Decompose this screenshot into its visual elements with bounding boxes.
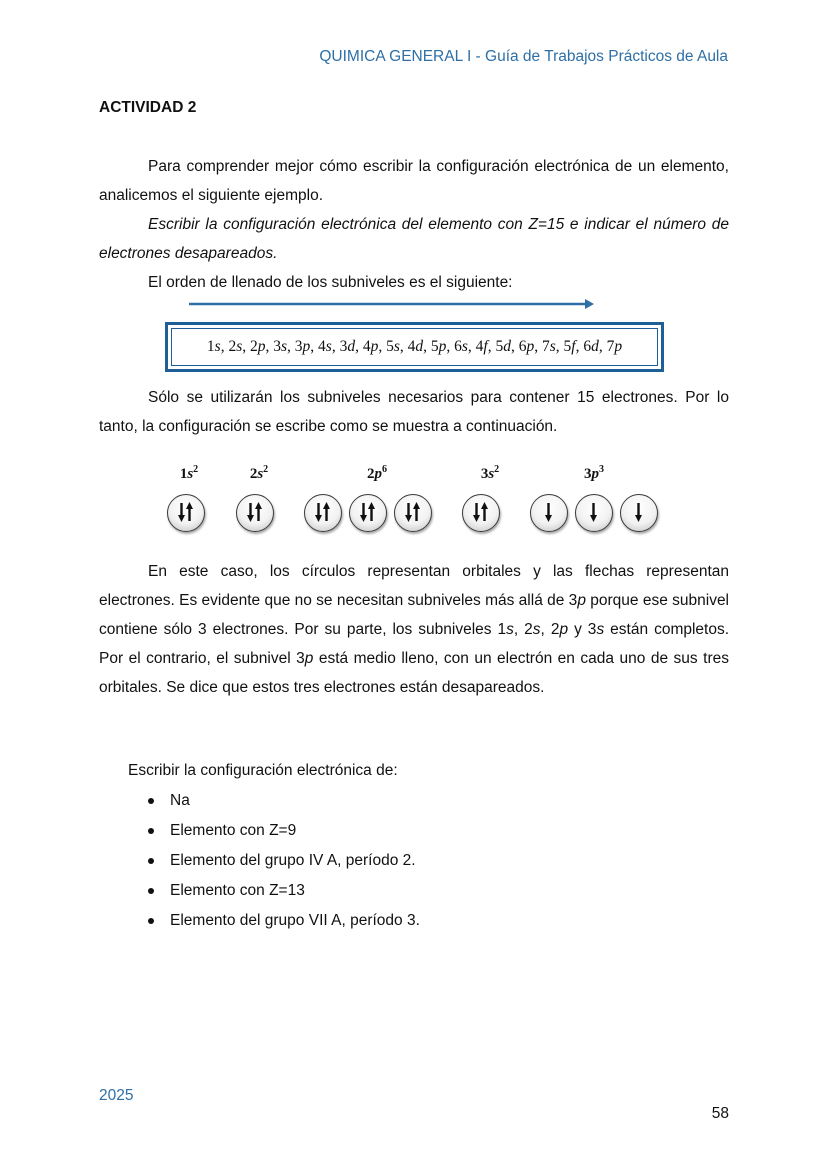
list-item: Elemento del grupo IV A, período 2.: [146, 846, 420, 876]
orbital-paired: [394, 494, 432, 532]
subshell-3s: 3s: [273, 338, 288, 355]
subshell-2p: 2p: [249, 338, 266, 355]
exercise-intro: Escribir la configuración electrónica de:: [128, 762, 398, 779]
intro-paragraph: Para comprender mejor cómo escribir la configuración electrónica de un elemento, analicemos el siguiente ejemplo.: [99, 158, 729, 204]
subshell-5d: 5d: [495, 338, 511, 355]
subshell-5s: 5s: [386, 338, 400, 355]
subshell-4p: 4p: [362, 338, 379, 355]
list-item: Elemento del grupo VII A, período 3.: [146, 906, 420, 936]
electron-down-arrow-icon: [360, 503, 367, 522]
bullet-icon: [148, 798, 154, 804]
electron-up-arrow-icon: [368, 502, 375, 521]
electron-up-arrow-icon: [413, 502, 420, 521]
bullet-icon: [148, 888, 154, 894]
electron-up-arrow-icon: [481, 502, 488, 521]
electron-down-arrow-icon: [545, 503, 552, 522]
list-item: Na: [146, 786, 420, 816]
filling-order-box: [165, 322, 664, 372]
list-item: Elemento con Z=13: [146, 876, 420, 906]
electron-up-arrow-icon: [255, 502, 262, 521]
activity-title: ACTIVIDAD 2: [99, 99, 197, 116]
orbital-single: [530, 494, 568, 532]
orbital-paired: [349, 494, 387, 532]
exercise-list: [146, 786, 420, 936]
explanation-paragraph: En este caso, los círculos representan orbitales y las flechas representan electrones. Es evidente que no se necesitan subniveles más allá de 3p porque ese subnivel contiene sólo 3 electrones. Por su parte, los subniveles 1s, 2s, 2p y 3s están completos. Por el contrario, el subnivel 3p está medio lleno, con un electrón en cada uno de sus tres orbitales. Se dice que estos tres electrones están desapareados.: [99, 563, 730, 696]
electron-down-arrow-icon: [178, 503, 185, 522]
subshell-4f: 4f: [475, 338, 488, 355]
page-number: 58: [711, 1105, 729, 1122]
bullet-icon: [148, 918, 154, 924]
subshell-label-1s: $1s^2$: [179, 464, 199, 482]
subshell-7s: 7s: [541, 338, 556, 355]
subshell-label-3p: $3p^3$: [584, 464, 604, 482]
orbital-paired: [167, 494, 205, 532]
subshell-2s: 2s: [228, 338, 243, 355]
electron-up-arrow-icon: [323, 502, 330, 521]
subshell-6p: 6p: [518, 338, 535, 355]
subshell-7p: 7p: [606, 338, 623, 355]
subshell-label-3s: $3s^2$: [480, 464, 500, 482]
subshell-3p: 3p: [294, 338, 311, 355]
subshell-5f: 5f: [563, 338, 576, 355]
electron-down-arrow-icon: [590, 503, 597, 522]
orbital-single: [575, 494, 613, 532]
electron-down-arrow-icon: [315, 503, 322, 522]
bullet-icon: [148, 828, 154, 834]
orbital-paired: [236, 494, 274, 532]
list-item: Elemento con Z=9: [146, 816, 420, 846]
subshell-label-2p: $2p^6$: [367, 464, 387, 482]
electron-up-arrow-icon: [186, 502, 193, 521]
footer-year: 2025: [99, 1087, 134, 1104]
example-statement: Escribir la configuración electrónica del elemento con Z=15 e indicar el número de electrones desapareados.: [99, 216, 729, 262]
configuration-paragraph: Sólo se utilizarán los subniveles necesarios para contener 15 electrones. Por lo tanto, la configuración se escribe como se muestra a continuación.: [99, 389, 729, 435]
electron-down-arrow-icon: [635, 503, 642, 522]
filling-direction-arrow: [189, 297, 594, 311]
orbital-paired: [304, 494, 342, 532]
subshell-label-2s: $2s^2$: [249, 464, 269, 482]
subshell-6d: 6d: [583, 338, 599, 355]
subshell-5p: 5p: [430, 338, 447, 355]
filling-order-sequence: 1s , 2s , 2p , 3s , 3p , 4s , 3d , 4p , 5s , 4d , 5p , 6s , 4f , 5d , 6p , 7s , 5f , 6d , 7p: [171, 328, 658, 366]
electron-down-arrow-icon: [247, 503, 254, 522]
filling-order-intro: El orden de llenado de los subniveles es el siguiente:: [148, 274, 513, 291]
electron-down-arrow-icon: [473, 503, 480, 522]
electron-down-arrow-icon: [405, 503, 412, 522]
subshell-6s: 6s: [454, 338, 468, 355]
subshell-1s: 1s: [206, 338, 221, 355]
subshell-4d: 4d: [407, 338, 424, 355]
document-header: QUIMICA GENERAL I - Guía de Trabajos Prácticos de Aula: [319, 48, 728, 65]
subshell-3d: 3d: [339, 338, 356, 355]
bullet-icon: [148, 858, 154, 864]
orbital-single: [620, 494, 658, 532]
orbital-paired: [462, 494, 500, 532]
subshell-4s: 4s: [318, 338, 332, 355]
